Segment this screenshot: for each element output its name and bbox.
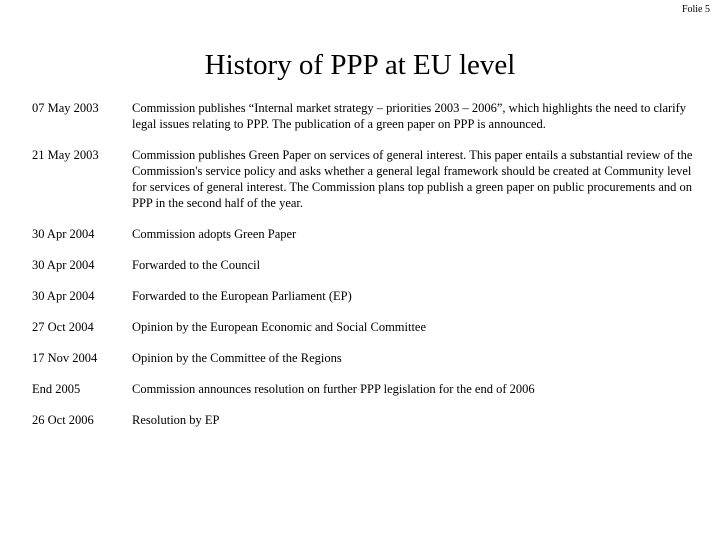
timeline-row bbox=[32, 381, 704, 397]
timeline-date: 27 Oct 2004 bbox=[32, 320, 94, 334]
timeline-row bbox=[32, 226, 704, 242]
timeline-description: Opinion by the European Economic and Social Committee bbox=[132, 320, 427, 334]
slide-number: Folie 5 bbox=[681, 4, 710, 15]
timeline-description: Commission announces resolution on further PPP legislation for the end of 2006 bbox=[132, 382, 535, 396]
timeline-date: 17 Nov 2004 bbox=[32, 351, 98, 365]
page-title: History of PPP at EU level bbox=[204, 49, 516, 82]
timeline-date: 07 May 2003 bbox=[32, 101, 99, 115]
timeline-date: End 2005 bbox=[32, 382, 81, 396]
timeline-description: Forwarded to the Council bbox=[132, 258, 261, 272]
timeline-description: Commission publishes Green Paper on services of general interest. This paper entails a substantial review of the Commission's service policy and asks whether a general legal framework should be created at Community level for services of general interest. The Commission plans top publish a green paper on public procurements and on PPP in the second half of the year. bbox=[132, 148, 693, 210]
timeline-row bbox=[32, 412, 704, 428]
timeline-row bbox=[32, 100, 704, 132]
timeline-date: 21 May 2003 bbox=[32, 148, 99, 162]
timeline-description: Forwarded to the European Parliament (EP) bbox=[132, 289, 352, 303]
timeline-date: 30 Apr 2004 bbox=[32, 227, 95, 241]
timeline-row bbox=[32, 257, 704, 273]
timeline-list bbox=[32, 100, 704, 443]
timeline-description: Opinion by the Committee of the Regions bbox=[132, 351, 342, 365]
timeline-description: Resolution by EP bbox=[132, 413, 220, 427]
timeline-row bbox=[32, 288, 704, 304]
timeline-description: Commission publishes “Internal market strategy – priorities 2003 – 2006”, which highlights the need to clarify legal issues relating to PPP. The publication of a green paper on PPP is announced. bbox=[132, 101, 687, 131]
timeline-row bbox=[32, 147, 704, 211]
timeline-date: 26 Oct 2006 bbox=[32, 413, 94, 427]
timeline-date: 30 Apr 2004 bbox=[32, 289, 95, 303]
timeline-description: Commission adopts Green Paper bbox=[132, 227, 297, 241]
timeline-row bbox=[32, 350, 704, 366]
timeline-date: 30 Apr 2004 bbox=[32, 258, 95, 272]
timeline-row bbox=[32, 319, 704, 335]
